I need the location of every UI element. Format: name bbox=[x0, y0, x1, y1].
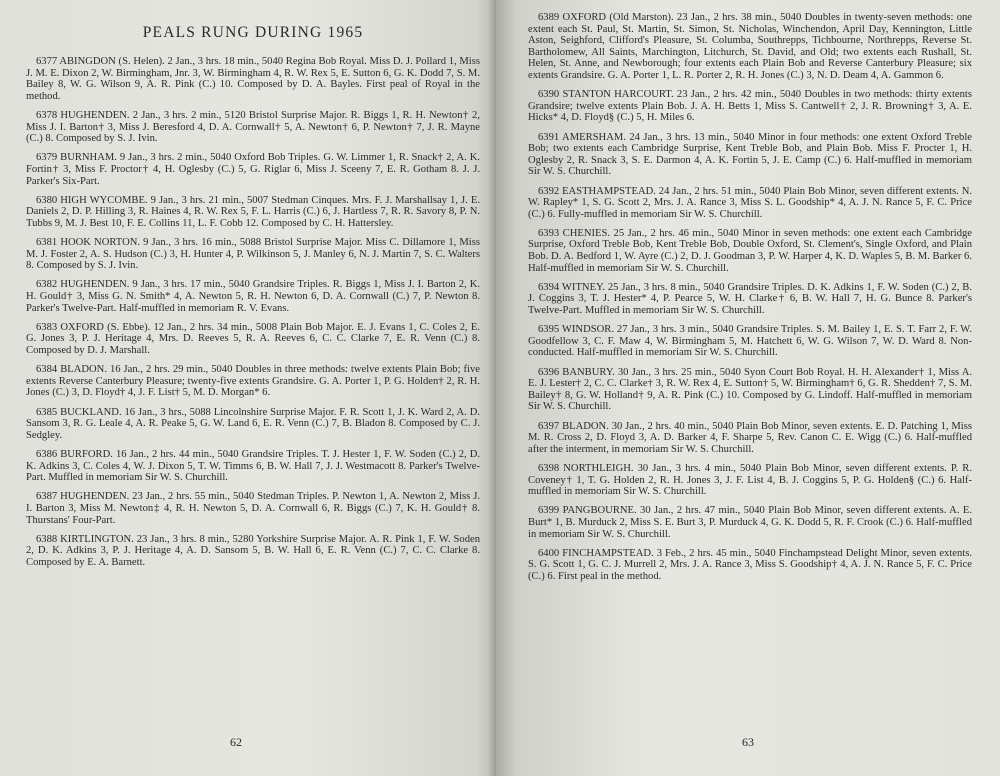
left-page bbox=[0, 0, 496, 776]
peal-entry bbox=[26, 152, 480, 187]
peal-number: 6386 bbox=[36, 448, 58, 460]
peal-entry bbox=[528, 421, 972, 456]
peal-text: BURFORD. 16 Jan., 2 hrs. 44 min., 5040 Grandsire Triples. T. J. Hester 1, F. W. Soden (C.) 2, D. K. Adkins 3, C. Coles 4, W. J. Dixon 5, T. W. Timms 6, B. W. Hall 7, J. J. Westmacott 8. Parker's Twelve-Part. Muffled in memoriam Sir W. S. Churchill. bbox=[26, 448, 480, 484]
peal-entry bbox=[26, 195, 480, 230]
peal-number: 6385 bbox=[36, 406, 58, 418]
peal-entry bbox=[528, 12, 972, 82]
peal-number: 6391 bbox=[538, 131, 560, 143]
peal-text: BLADON. 30 Jan., 2 hrs. 40 min., 5040 Plain Bob Minor, seven extents. E. D. Patching 1, Miss M. R. Cross 2, D. Floyd 3, A. D. Barker 4, F. Sharpe 5, Rev. Canon C. E. Wigg (C.) 6. Half-muffled after the interment, in memoriam Sir W. S. Churchill. bbox=[528, 420, 972, 455]
peal-entry bbox=[528, 324, 972, 359]
peal-entry bbox=[26, 110, 480, 145]
peal-entry bbox=[26, 322, 480, 357]
peal-number: 6380 bbox=[36, 194, 58, 206]
peal-text: EASTHAMPSTEAD. 24 Jan., 2 hrs. 51 min., 5040 Plain Bob Minor, seven different extents. N. W. Rapley* 1, S. G. Scott 2, Mrs. J. A. Rance 3, Miss S. L. Goodship* 4, A. J. N. Rance 5, F. C. Price (C.) 6. Fully-muffled in memoriam Sir W. S. Churchill. bbox=[528, 185, 972, 220]
peal-number: 6392 bbox=[538, 185, 560, 197]
peal-entry bbox=[26, 407, 480, 442]
peal-entry bbox=[26, 56, 480, 102]
peal-text: BLADON. 16 Jan., 2 hrs. 29 min., 5040 Doubles in three methods: twelve extents Plain Bob; five extents Reverse Canterbury Pleasure; twenty-five extents Grandsire. G. A. Porter 1, P. G. Holden† 2, R. H. Jones (C.) 3, D. Floyd† 4, J. F. List† 5, M. D. Morgan* 6. bbox=[26, 364, 480, 399]
peal-entry bbox=[26, 364, 480, 399]
peal-number: 6388 bbox=[36, 533, 58, 545]
peal-entry bbox=[528, 463, 972, 498]
peal-text: CHENIES. 25 Jan., 2 hrs. 46 min., 5040 Minor in seven methods: one extent each Cambridge Surprise, Oxford Treble Bob, Kent Treble Bob, Double Oxford, St. Clement's, Single Oxford, and Plain Bob. D. A. Bedford 1, W. Ayre (C.) 2, D. J. Goodman 3, P. W. Harper 4, K. D. Waples 5, B. M. Barker 6. Half-muffled in memoriam Sir W. S. Churchill. bbox=[528, 227, 972, 274]
peal-text: OXFORD (S. Ebbe). 12 Jan., 2 hrs. 34 min., 5008 Plain Bob Major. E. J. Evans 1, C. Coles 2, E. G. Jones 3, P. J. Heritage 4, Mrs. D. Reeves 5, R. A. Reeves 6, C. C. Clarke 7, E. R. Venn (C.) 8. Composed by D. J. Marshall. bbox=[26, 321, 480, 357]
page-number: 62 bbox=[230, 735, 242, 749]
peal-number: 6396 bbox=[538, 366, 560, 378]
peal-number: 6390 bbox=[538, 89, 560, 101]
peal-number: 6395 bbox=[538, 324, 560, 336]
peal-number: 6378 bbox=[36, 109, 58, 121]
right-page bbox=[496, 0, 1000, 776]
peal-list-left bbox=[26, 56, 480, 569]
peal-number: 6383 bbox=[36, 321, 58, 333]
peal-text: HIGH WYCOMBE. 9 Jan., 3 hrs. 21 min., 5007 Stedman Cinques. Mrs. F. J. Marshallsay 1, J. E. Daniels 2, D. P. Hilling 3, R. Haines 4, R. W. Rex 5, F. L. Harris (C.) 6, J. Hartless 7, R. R. Savory 8, P. N. Tubbs 9, M. J. Best 10, F. E. Collins 11, L. F. Cobb 12. Composed by C. H. Hattersley. bbox=[26, 194, 480, 229]
peal-entry bbox=[528, 186, 972, 221]
peal-number: 6399 bbox=[538, 505, 560, 517]
peal-list-right bbox=[528, 12, 972, 582]
peal-entry bbox=[528, 282, 972, 317]
peal-number: 6400 bbox=[538, 547, 560, 559]
page-number: 63 bbox=[742, 735, 754, 749]
peal-entry bbox=[26, 491, 480, 526]
peal-entry bbox=[528, 132, 972, 178]
peal-text: PANGBOURNE. 30 Jan., 2 hrs. 47 min., 5040 Plain Bob Minor, seven different extents. A. E. Burt* 1, B. Murduck 2, Miss S. E. Burt 3, P. Murduck 4, G. K. Dodd 5, R. F. Crook (C.) 6. Half-muffled in memoriam Sir W. S. Churchill. bbox=[528, 505, 972, 540]
peal-text: OXFORD (Old Marston). 23 Jan., 2 hrs. 38 min., 5040 Doubles in twenty-seven methods: one extent each St. Paul, St. Martin, St. Simon, St. Nicholas, Winchendon, April Day, Kennington, Little Aston, Seighford, Clifford's Pleasure, St. Columba, Southrepps, Tichbourne, Northrepps, Reverse St. Bartholomew, All Saints, Marchington, Litchurch, St. David, and Old; two extents each Rushall, St. Helen, St. Anne, and Newborough; four extents each Plain Bob and Reverse Canterbury Pleasure; six extents Grandsire. G. A. Porter 1, L. R. Porter 2, R. H. Jones (C.) 3, N. D. Deam 4, A. Gammon 6. bbox=[528, 12, 972, 81]
peal-entry bbox=[528, 89, 972, 124]
peal-entry bbox=[528, 548, 972, 583]
peal-text: HOOK NORTON. 9 Jan., 3 hrs. 16 min., 5088 Bristol Surprise Major. Miss C. Dillamore 1, Miss M. J. Foster 2, A. S. Hudson (C.) 3, H. Hunter 4, P. Wilkinson 5, J. Manley 6, N. J. Martin 7, S. C. Walters 8. Composed by S. J. Ivin. bbox=[26, 237, 480, 272]
peal-text: BANBURY. 30 Jan., 3 hrs. 25 min., 5040 Syon Court Bob Royal. H. H. Alexander† 1, Miss A. E. J. Lester† 2, C. C. Clarke† 3, R. W. Rex 4, E. Sutton† 5, W. Birmingham† 6, G. R. Shedden† 7, S. M. Bailey† 8, G. W. Holland† 9, A. R. Pink (C.) 10. Composed by G. Lindoff. Half-muffled in memoriam Sir W. S. Churchill. bbox=[528, 366, 972, 413]
peal-number: 6379 bbox=[36, 152, 58, 164]
peal-text: HUGHENDEN. 9 Jan., 3 hrs. 17 min., 5040 Grandsire Triples. R. Biggs 1, Miss J. I. Barton 2, K. H. Gould† 3, Miss G. N. Smith* 4, A. Newton 5, R. H. Newton 6, D. A. Cornwall (C.) 7, P. Newton 8. Parker's Twelve-Part. Half-muffled in memoriam R. V. Evans. bbox=[26, 279, 480, 314]
peal-number: 6389 bbox=[538, 12, 560, 23]
peal-number: 6381 bbox=[36, 237, 58, 249]
peal-number: 6382 bbox=[36, 279, 58, 291]
peal-entry bbox=[26, 237, 480, 272]
peal-number: 6397 bbox=[538, 420, 560, 432]
peal-text: FINCHAMPSTEAD. 3 Feb., 2 hrs. 45 min., 5040 Finchampstead Delight Minor, seven extents. S. G. Scott 1, G. C. J. Murrell 2, Mrs. J. A. Rance 3, Miss S. Goodship† 4, A. J. N. Rance 5, F. C. Price (C.) 6. First peal in the method. bbox=[528, 547, 972, 582]
peal-number: 6393 bbox=[538, 227, 560, 239]
peal-text: HUGHENDEN. 23 Jan., 2 hrs. 55 min., 5040 Stedman Triples. P. Newton 1, A. Newton 2, Miss J. I. Barton 3, Miss M. Newton‡ 4, R. H. Newton 5, D. A. Cornwall 6, R. Biggs (C.) 7, K. H. Gould† 8. Thurstans' Four-Part. bbox=[26, 491, 480, 526]
peal-text: STANTON HARCOURT. 23 Jan., 2 hrs. 42 min., 5040 Doubles in two methods: thirty extents Grandsire; twelve extents Plain Bob. J. A. H. Betts 1, Miss S. Cantwell† 2, J. R. Browning† 3, A. E. Hicks* 4, D. Floyd§ (C.) 5, H. Miles 6. bbox=[528, 89, 972, 124]
peal-text: BURNHAM. 9 Jan., 3 hrs. 2 min., 5040 Oxford Bob Triples. G. W. Limmer 1, R. Snack† 2, A. K. Fortin† 3, Miss F. Proctor† 4, H. Oglesby (C.) 5, G. Riglar 6, Miss J. Sceeny 7, E. R. Gotham 8. J. J. Parker's Six-Part. bbox=[26, 152, 480, 187]
peal-text: ABINGDON (S. Helen). 2 Jan., 3 hrs. 18 min., 5040 Regina Bob Royal. Miss D. J. Pollard 1, Miss J. M. E. Dixon 2, W. Birmingham, Jnr. 3, W. Birmingham 4, R. W. Rex 5, E. Sutton 6, G. K. Dodd 7, S. M. Bailey 8, W. G. Wilson 9, A. R. Pink (C.) 10. Composed by D. A. Bayles. First peal of Royal in the method. bbox=[26, 56, 480, 102]
peal-entry bbox=[528, 228, 972, 274]
peal-number: 6398 bbox=[538, 462, 560, 474]
peal-entry bbox=[528, 367, 972, 413]
peal-text: KIRTLINGTON. 23 Jan., 3 hrs. 8 min., 5280 Yorkshire Surprise Major. A. R. Pink 1, F. W. Soden 2, D. K. Adkins 3, P. J. Heritage 4, A. D. Sansom 5, B. W. Hall 6, E. R. Venn (C.) 7, C. C. Clarke 8. Composed by E. A. Barnett. bbox=[26, 533, 480, 568]
peal-text: NORTHLEIGH. 30 Jan., 3 hrs. 4 min., 5040 Plain Bob Minor, seven different extents. P. R. Coveney† 1, T. G. Holden 2, R. H. Jones 3, J. F. List 4, B. J. Coggins 5, P. G. Holden§ (C.) 6. Half-muffled in memoriam Sir W. S. Churchill. bbox=[528, 462, 972, 498]
peal-entry bbox=[26, 449, 480, 484]
peal-text: BUCKLAND. 16 Jan., 3 hrs., 5088 Lincolnshire Surprise Major. F. R. Scott 1, J. K. Ward 2, A. D. Sansom 3, R. G. Leale 4, A. R. Peake 5, G. W. Land 6, E. R. Venn (C.) 7, B. Bladon 8. Composed by C. J. Sedgley. bbox=[26, 406, 480, 441]
peal-entry bbox=[26, 534, 480, 569]
running-head: PEALS RUNG DURING 1965 bbox=[142, 24, 364, 41]
peal-number: 6387 bbox=[36, 491, 58, 503]
peal-number: 6394 bbox=[538, 281, 560, 293]
peal-entry bbox=[26, 279, 480, 314]
peal-text: WINDSOR. 27 Jan., 3 hrs. 3 min., 5040 Grandsire Triples. S. M. Bailey 1, E. S. T. Farr 2, F. W. Goodfellow 3, C. F. Maw 4, W. Birmingham 5, M. Hatchett 6, W. G. Wilson 7, W. D. Ward 8. Non-conducted. Half-muffled in memoriam Sir W. S. Churchill. bbox=[528, 324, 972, 359]
peal-text: HUGHENDEN. 2 Jan., 3 hrs. 2 min., 5120 Bristol Surprise Major. R. Biggs 1, R. H. Newton† 2, Miss J. I. Barton† 3, Miss J. Beresford 4, D. A. Cornwall† 5, A. Newton† 6, P. Newton† 7, J. R. Mayne (C.) 8. Composed by S. J. Ivin. bbox=[26, 109, 481, 145]
peal-entry bbox=[528, 505, 972, 540]
peal-text: WITNEY. 25 Jan., 3 hrs. 8 min., 5040 Grandsire Triples. D. K. Adkins 1, F. W. Soden (C.) 2, B. J. Coggins 3, T. J. Hester* 4, P. Pearce 5, W. H. Clarke† 6, B. W. Hall 7, H. G. Bunce 8. Parker's Twelve-Part. Muffled in memoriam Sir W. S. Churchill. bbox=[528, 281, 972, 317]
peal-text: AMERSHAM. 24 Jan., 3 hrs. 13 min., 5040 Minor in four methods: one extent Oxford Treble Bob; two extents each Cambridge Surprise, Kent Treble Bob, and Plain Bob. Miss F. Procter 1, H. Oglesby 2, R. Snack 3, S. E. Darmon 4, A. K. Fortin 5, J. E. Camp (C.) 6. Half-muffled in memoriam Sir W. S. Churchill. bbox=[528, 131, 972, 178]
peal-number: 6377 bbox=[36, 56, 58, 67]
peal-number: 6384 bbox=[36, 364, 58, 376]
